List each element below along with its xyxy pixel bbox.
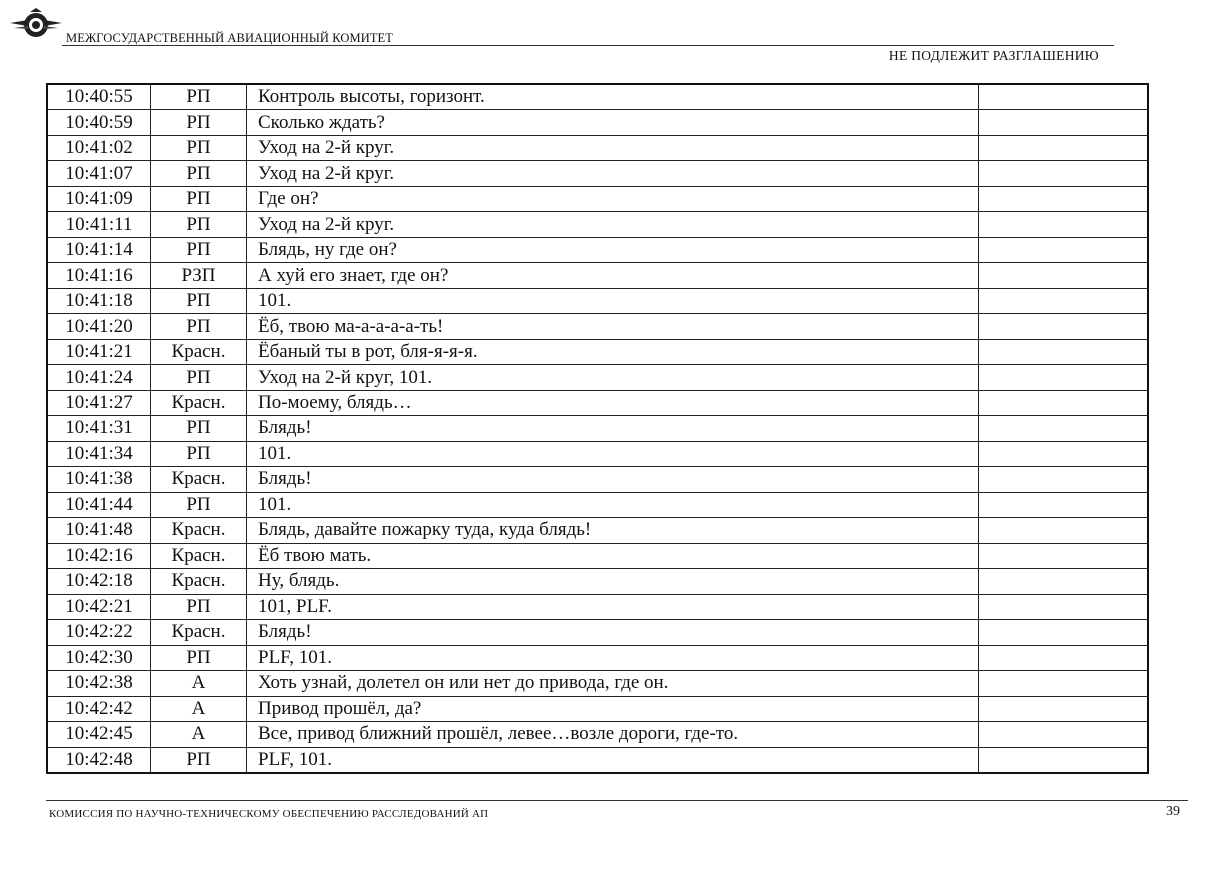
- speaker-cell: РП: [151, 288, 247, 313]
- speaker-cell: Красн.: [151, 569, 247, 594]
- message-cell: 101.: [247, 288, 979, 313]
- time-cell: 10:42:22: [48, 620, 151, 645]
- table-row: [48, 543, 1147, 568]
- message-cell: Сколько ждать?: [247, 110, 979, 135]
- note-cell: [979, 288, 1148, 313]
- table-row: [48, 696, 1147, 721]
- table-row: [48, 390, 1147, 415]
- organization-name: МЕЖГОСУДАРСТВЕННЫЙ АВИАЦИОННЫЙ КОМИТЕТ: [66, 31, 394, 45]
- speaker-cell: Красн.: [151, 620, 247, 645]
- table-row: [48, 314, 1147, 339]
- time-cell: 10:41:31: [48, 416, 151, 441]
- message-cell: Хоть узнай, долетел он или нет до привода, где он.: [247, 671, 979, 696]
- table-row: [48, 186, 1147, 211]
- time-cell: 10:41:02: [48, 135, 151, 160]
- message-cell: Уход на 2-й круг.: [247, 161, 979, 186]
- table-row: [48, 85, 1147, 110]
- speaker-cell: Красн.: [151, 543, 247, 568]
- message-cell: Блядь!: [247, 467, 979, 492]
- note-cell: [979, 161, 1148, 186]
- speaker-cell: РП: [151, 212, 247, 237]
- note-cell: [979, 212, 1148, 237]
- speaker-cell: РЗП: [151, 263, 247, 288]
- message-cell: 101, PLF.: [247, 594, 979, 619]
- speaker-cell: РП: [151, 186, 247, 211]
- speaker-cell: РП: [151, 110, 247, 135]
- table-row: [48, 722, 1147, 747]
- message-cell: Блядь!: [247, 416, 979, 441]
- table-row: [48, 212, 1147, 237]
- note-cell: [979, 237, 1148, 262]
- table-row: [48, 416, 1147, 441]
- time-cell: 10:41:21: [48, 339, 151, 364]
- table-row: [48, 594, 1147, 619]
- time-cell: 10:40:55: [48, 85, 151, 110]
- table-row: [48, 339, 1147, 364]
- time-cell: 10:41:11: [48, 212, 151, 237]
- note-cell: [979, 543, 1148, 568]
- speaker-cell: РП: [151, 645, 247, 670]
- message-cell: Привод прошёл, да?: [247, 696, 979, 721]
- note-cell: [979, 594, 1148, 619]
- note-cell: [979, 645, 1148, 670]
- table-row: [48, 441, 1147, 466]
- table-row: [48, 288, 1147, 313]
- aviation-committee-emblem-icon: [8, 6, 64, 44]
- table-row: [48, 671, 1147, 696]
- note-cell: [979, 569, 1148, 594]
- table-row: [48, 263, 1147, 288]
- note-cell: [979, 492, 1148, 517]
- time-cell: 10:41:44: [48, 492, 151, 517]
- table-row: [48, 620, 1147, 645]
- time-cell: 10:41:20: [48, 314, 151, 339]
- time-cell: 10:42:30: [48, 645, 151, 670]
- message-cell: Где он?: [247, 186, 979, 211]
- speaker-cell: РП: [151, 747, 247, 772]
- message-cell: Все, привод ближний прошёл, левее…возле дороги, где-то.: [247, 722, 979, 747]
- note-cell: [979, 85, 1148, 110]
- note-cell: [979, 671, 1148, 696]
- speaker-cell: РП: [151, 365, 247, 390]
- time-cell: 10:42:21: [48, 594, 151, 619]
- classification-label: НЕ ПОДЛЕЖИТ РАЗГЛАШЕНИЮ: [888, 48, 1099, 63]
- message-cell: А хуй его знает, где он?: [247, 263, 979, 288]
- message-cell: Ну, блядь.: [247, 569, 979, 594]
- note-cell: [979, 186, 1148, 211]
- time-cell: 10:42:48: [48, 747, 151, 772]
- message-cell: Уход на 2-й круг.: [247, 212, 979, 237]
- speaker-cell: РП: [151, 594, 247, 619]
- time-cell: 10:42:42: [48, 696, 151, 721]
- table-row: [48, 135, 1147, 160]
- table-row: [48, 365, 1147, 390]
- time-cell: 10:41:16: [48, 263, 151, 288]
- time-cell: 10:41:09: [48, 186, 151, 211]
- speaker-cell: РП: [151, 416, 247, 441]
- message-cell: Контроль высоты, горизонт.: [247, 85, 979, 110]
- speaker-cell: Красн.: [151, 518, 247, 543]
- message-cell: PLF, 101.: [247, 747, 979, 772]
- speaker-cell: Красн.: [151, 339, 247, 364]
- speaker-cell: РП: [151, 492, 247, 517]
- note-cell: [979, 365, 1148, 390]
- note-cell: [979, 441, 1148, 466]
- speaker-cell: А: [151, 722, 247, 747]
- speaker-cell: РП: [151, 314, 247, 339]
- message-cell: Блядь, давайте пожарку туда, куда блядь!: [247, 518, 979, 543]
- time-cell: 10:41:38: [48, 467, 151, 492]
- footer-divider: [46, 800, 1188, 801]
- transcript-table: [46, 83, 1149, 774]
- time-cell: 10:41:48: [48, 518, 151, 543]
- table-row: [48, 237, 1147, 262]
- table-row: [48, 492, 1147, 517]
- note-cell: [979, 135, 1148, 160]
- message-cell: 101.: [247, 492, 979, 517]
- note-cell: [979, 416, 1148, 441]
- table-row: [48, 467, 1147, 492]
- time-cell: 10:42:45: [48, 722, 151, 747]
- message-cell: 101.: [247, 441, 979, 466]
- page-number: 39: [1166, 804, 1180, 819]
- note-cell: [979, 747, 1148, 772]
- speaker-cell: Красн.: [151, 390, 247, 415]
- note-cell: [979, 696, 1148, 721]
- note-cell: [979, 339, 1148, 364]
- time-cell: 10:41:14: [48, 237, 151, 262]
- message-cell: По-моему, блядь…: [247, 390, 979, 415]
- time-cell: 10:41:24: [48, 365, 151, 390]
- header-divider: [62, 45, 1114, 46]
- note-cell: [979, 390, 1148, 415]
- table-row: [48, 569, 1147, 594]
- message-cell: Блядь, ну где он?: [247, 237, 979, 262]
- note-cell: [979, 110, 1148, 135]
- time-cell: 10:41:18: [48, 288, 151, 313]
- speaker-cell: РП: [151, 441, 247, 466]
- speaker-cell: РП: [151, 135, 247, 160]
- table-row: [48, 161, 1147, 186]
- note-cell: [979, 620, 1148, 645]
- speaker-cell: РП: [151, 85, 247, 110]
- time-cell: 10:41:27: [48, 390, 151, 415]
- speaker-cell: РП: [151, 161, 247, 186]
- note-cell: [979, 722, 1148, 747]
- table-row: [48, 518, 1147, 543]
- time-cell: 10:41:07: [48, 161, 151, 186]
- commission-name: КОМИССИЯ ПО НАУЧНО-ТЕХНИЧЕСКОМУ ОБЕСПЕЧЕНИЮ РАССЛЕДОВАНИЙ АП: [49, 808, 489, 820]
- note-cell: [979, 467, 1148, 492]
- speaker-cell: Красн.: [151, 467, 247, 492]
- time-cell: 10:42:16: [48, 543, 151, 568]
- message-cell: Ёб, твою ма-а-а-а-а-ть!: [247, 314, 979, 339]
- time-cell: 10:41:34: [48, 441, 151, 466]
- note-cell: [979, 518, 1148, 543]
- message-cell: Уход на 2-й круг, 101.: [247, 365, 979, 390]
- note-cell: [979, 314, 1148, 339]
- message-cell: Ёб твою мать.: [247, 543, 979, 568]
- speaker-cell: РП: [151, 237, 247, 262]
- note-cell: [979, 263, 1148, 288]
- table-row: [48, 747, 1147, 772]
- message-cell: Блядь!: [247, 620, 979, 645]
- message-cell: PLF, 101.: [247, 645, 979, 670]
- speaker-cell: А: [151, 671, 247, 696]
- transcript-table-body: [48, 85, 1147, 772]
- time-cell: 10:42:18: [48, 569, 151, 594]
- time-cell: 10:42:38: [48, 671, 151, 696]
- speaker-cell: А: [151, 696, 247, 721]
- table-row: [48, 645, 1147, 670]
- time-cell: 10:40:59: [48, 110, 151, 135]
- message-cell: Уход на 2-й круг.: [247, 135, 979, 160]
- table-row: [48, 110, 1147, 135]
- message-cell: Ёбаный ты в рот, бля-я-я-я.: [247, 339, 979, 364]
